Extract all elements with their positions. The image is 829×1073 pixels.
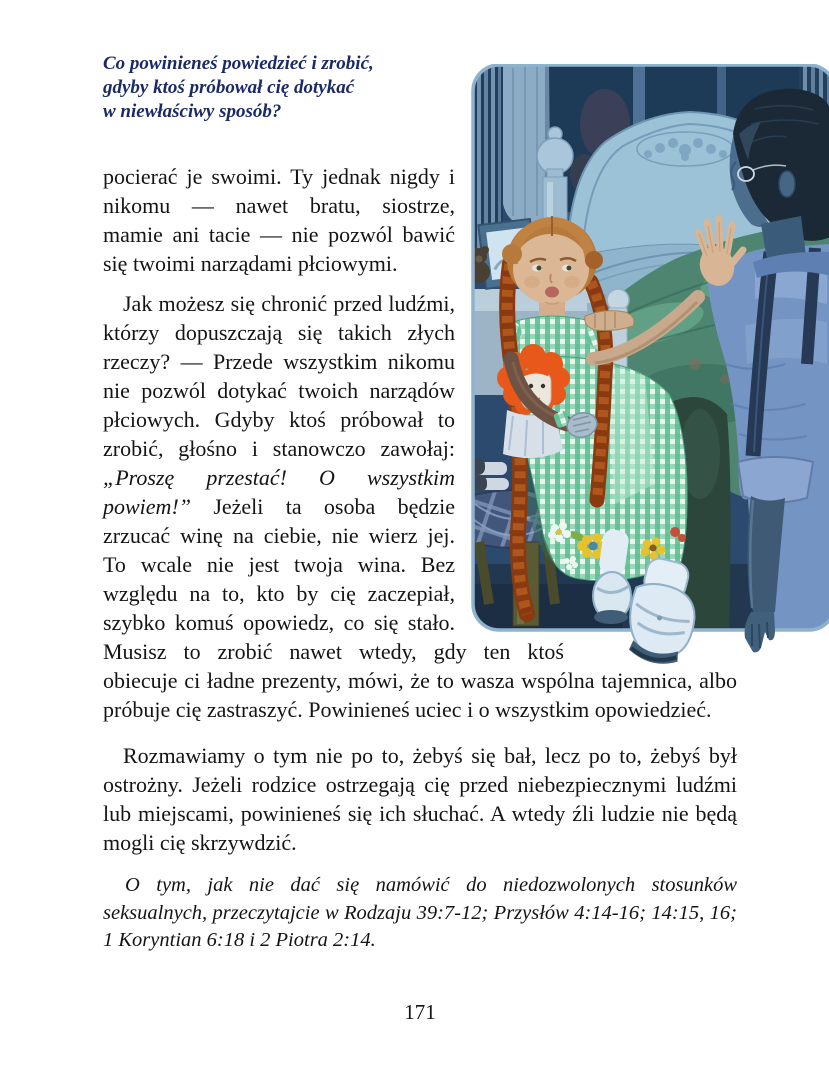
paragraph-text-before-quote: Jak możesz się chronić przed ludźmi, którzy dopuszczają się takich złych rzeczy? — Przede wszystkim nikomu nie pozwól dotykać twoich narządów płciowych. Gdyby ktoś próbował to zrobić, głośno i stanowczo zawołaj:	[103, 291, 455, 461]
question-line: w niewłaściwy sposób?	[103, 101, 282, 122]
question-line: gdyby ktoś próbował cię dotykać	[103, 77, 355, 98]
page-content	[103, 52, 829, 955]
paragraph-caution: Rozmawiamy o tym nie po to, żebyś się bał, lecz po to, żebyś był ostrożny. Jeżeli rodzice ostrzegają cię przed niebezpiecznymi ludźmi lub miejscami, powinieneś się ich słuchać. A wtedy źli ludzie nie będą mogli cię skrzywdzić.	[103, 743, 737, 855]
right-margin-strip	[737, 661, 829, 1061]
paragraph-continuation: pocierać je swoimi. Ty jednak nigdy i nikomu — nawet bratu, siostrze, mamie ani tacie — nie pozwól bawić się twoimi narządami płciowymi.	[103, 164, 455, 276]
paragraph-text-after-quote: Jeżeli ta osoba będzie zrzucać winę na ciebie, nie wierz jej. To wcale nie jest twoja wina. Bez względu na to, kto by cię zaczepiał, szybko komuś opowiedz, co się stało. Musisz to zrobić nawet wtedy, gdy ten ktoś obiecuje ci ładne prezenty, mówi, że to wasza wspólna tajemnica, albo próbuje cię zastraszyć. Powinieneś uciec i o wszystkim opowiedzieć.	[103, 494, 737, 722]
emphasized-quote: „Proszę przestać! O wszystkim powiem!”	[103, 465, 455, 519]
image-overhang-spacer	[564, 629, 829, 661]
page-number: 171	[404, 1000, 436, 1024]
bedroom-illustration	[455, 52, 829, 629]
illustration-scene	[468, 65, 829, 630]
bedroom-illustration-svg	[455, 64, 829, 664]
scripture-reference-note: O tym, jak nie dać się namówić do niedozwolonych stosunków seksualnych, przeczytajcie w Rodzaju 39:7-12; Przysłów 4:14-16; 14:15, 16; 1 Koryntian 6:18 i 2 Piotra 2:14.	[103, 874, 737, 951]
question-line: Co powinieneś powiedzieć i zrobić,	[103, 53, 374, 74]
man-hand-chin	[585, 311, 634, 331]
